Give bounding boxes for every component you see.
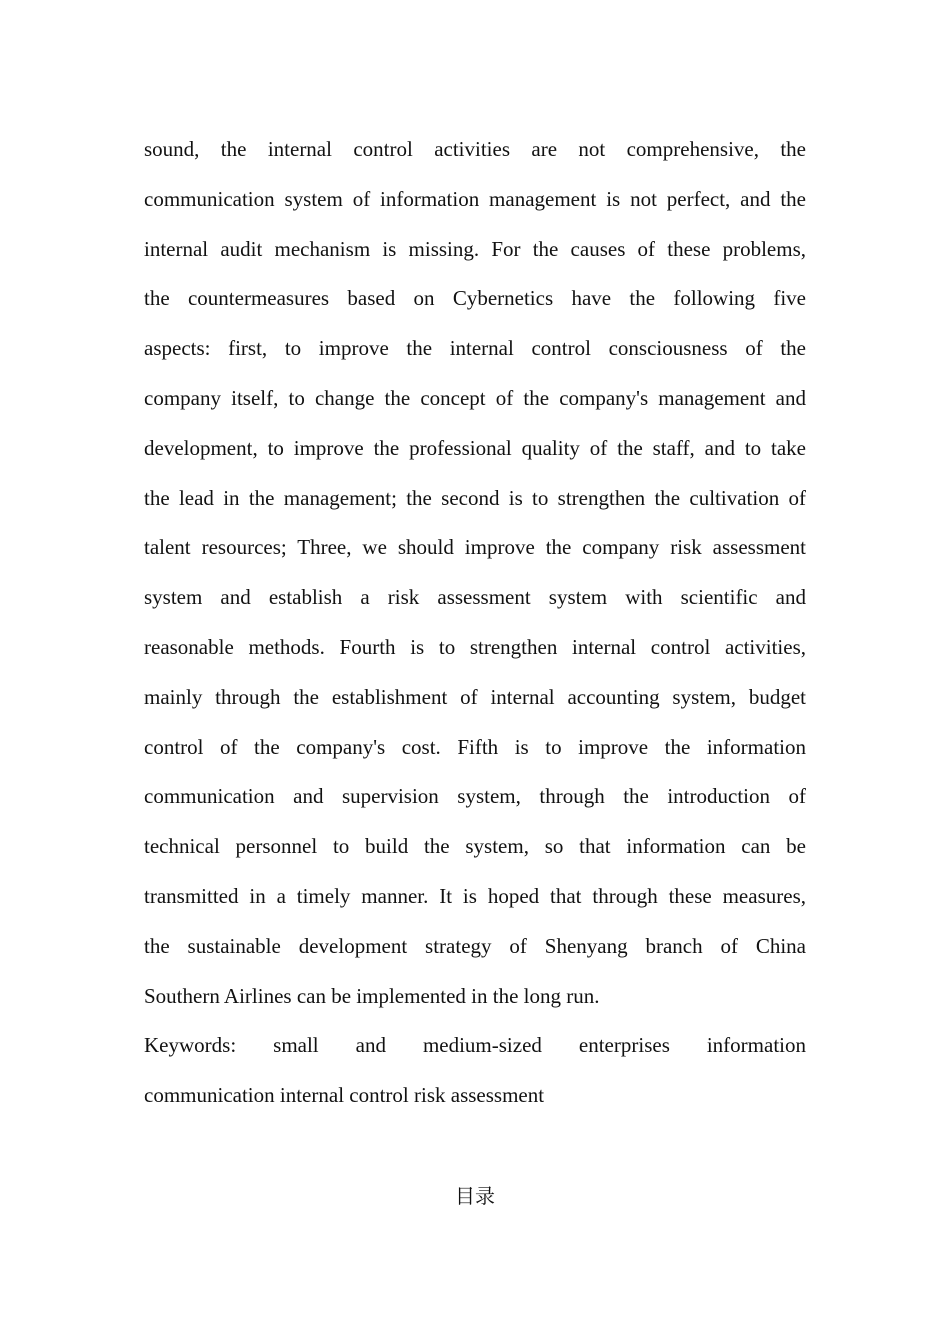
- abstract-line: development, to improve the professional quality of the staff, and to take: [144, 435, 806, 460]
- abstract-line: technical personnel to build the system, so that information can be: [144, 834, 806, 859]
- abstract-line: communication system of information management is not perfect, and the: [144, 186, 806, 211]
- abstract-line: communication and supervision system, through the introduction of: [144, 784, 806, 809]
- abstract-line: talent resources; Three, we should improve the company risk assessment: [144, 535, 806, 560]
- abstract-line: sound, the internal control activities are not comprehensive, the: [144, 137, 806, 161]
- keywords-line: communication internal control risk assessment: [144, 1083, 545, 1108]
- abstract-line: system and establish a risk assessment system with scientific and: [144, 585, 806, 610]
- abstract-line: the sustainable development strategy of Shenyang branch of China: [144, 933, 806, 958]
- table-of-contents-heading: 目录: [455, 1184, 495, 1208]
- abstract-body: [144, 125, 806, 1121]
- abstract-line: internal audit mechanism is missing. For the causes of these problems,: [144, 236, 806, 261]
- abstract-line: Southern Airlines can be implemented in the long run.: [144, 983, 600, 1008]
- abstract-line: reasonable methods. Fourth is to strengthen internal control activities,: [144, 634, 806, 659]
- abstract-line: the lead in the management; the second is to strengthen the cultivation of: [144, 485, 806, 510]
- abstract-line: company itself, to change the concept of the company's management and: [144, 385, 806, 410]
- abstract-line: transmitted in a timely manner. It is hoped that through these measures,: [144, 883, 806, 908]
- abstract-line: control of the company's cost. Fifth is to improve the information: [144, 734, 806, 759]
- abstract-line: aspects: first, to improve the internal control consciousness of the: [144, 336, 806, 361]
- keywords-line: Keywords: small and medium-sized enterprises information: [144, 1033, 806, 1058]
- abstract-line: mainly through the establishment of internal accounting system, budget: [144, 684, 806, 709]
- abstract-line: the countermeasures based on Cybernetics have the following five: [144, 286, 806, 311]
